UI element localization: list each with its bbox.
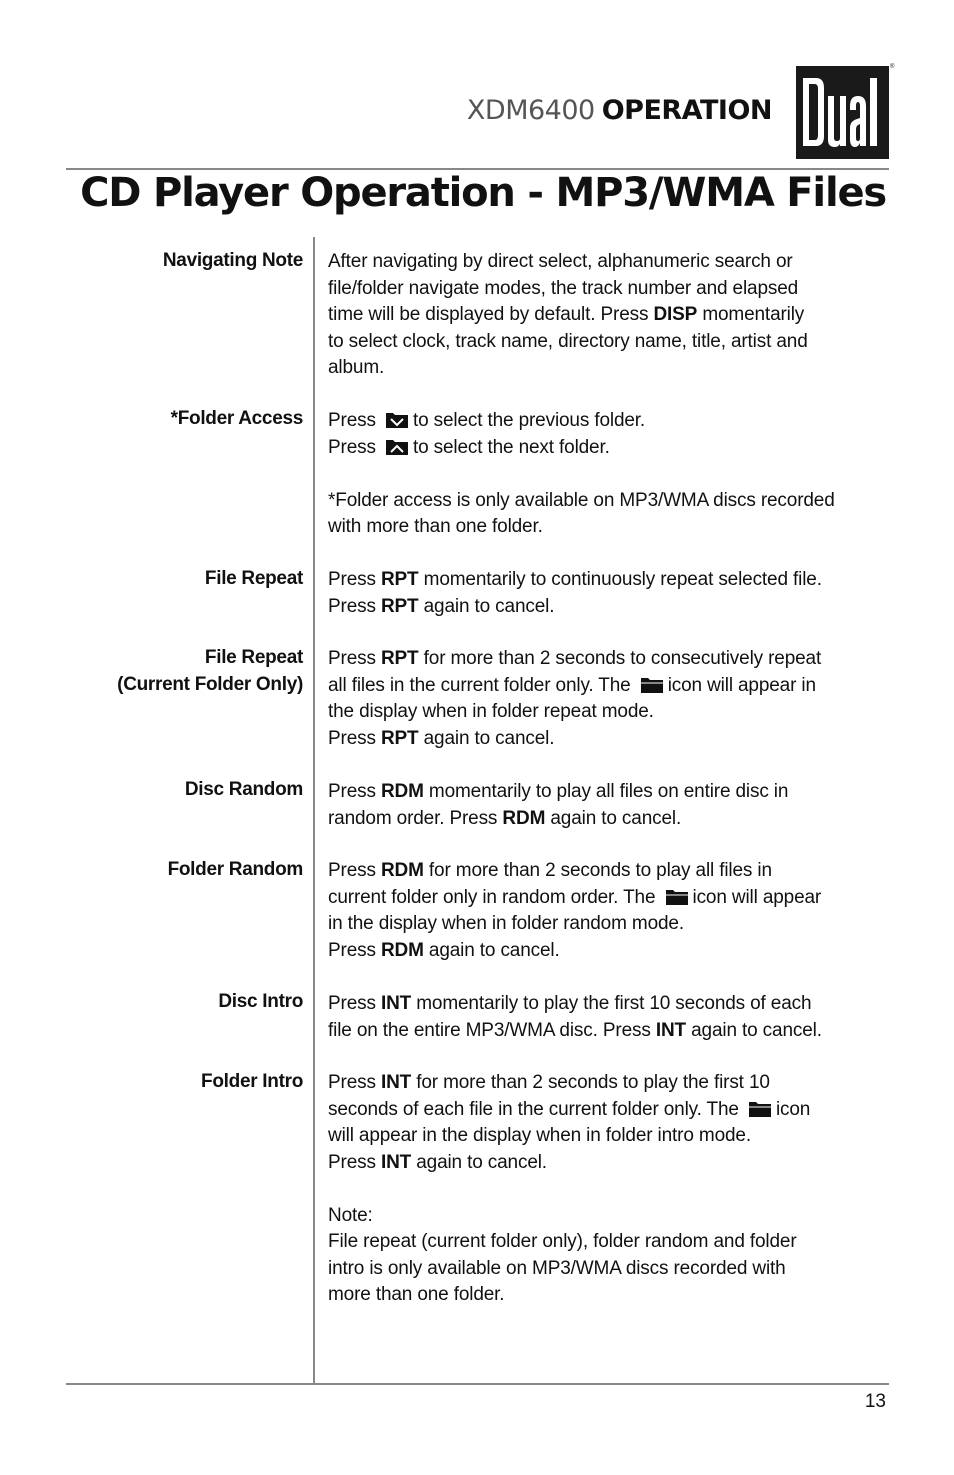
label-folder-intro: Folder Intro	[201, 1071, 303, 1092]
rpt-key: RPT	[380, 727, 419, 749]
body-file-repeat-folder: Press RPT for more than 2 seconds to consecutively repeat all files in the current folder only. The icon will appear in the display when in folder repeat mode. Press RPT again to cancel.	[328, 648, 822, 749]
note-title: Note:	[328, 1204, 373, 1226]
label-file-repeat-folder: File Repeat (Current Folder Only)	[117, 647, 303, 695]
model-name: XDM6400	[466, 95, 595, 126]
folder-up-icon	[385, 438, 409, 465]
footer-divider	[66, 1383, 889, 1385]
int-key: INT	[380, 1072, 412, 1093]
label-disc-intro: Disc Intro	[218, 991, 303, 1012]
page-number: 13	[864, 1391, 886, 1412]
rdm-key: RDM	[380, 860, 424, 881]
body-disc-random: Press RDM momentarily to play all files on entire disc in random order. Press RDM again to cancel.	[328, 781, 789, 829]
body-folder-intro: Press INT for more than 2 seconds to play the first 10 seconds of each file in the current folder only. The icon will appear in the display when in folder intro mode. Press INT again to cancel. Note: File repeat (current folder only), folder random and folder intro is only available on MP3/WMA discs recorded with more than one folder.	[328, 1070, 888, 1309]
rdm-key: RDM	[502, 807, 546, 829]
brand-logo	[796, 66, 889, 159]
label-navigating-note: Navigating Note	[162, 250, 303, 271]
int-key: INT	[380, 993, 412, 1014]
label-folder-access: *Folder Access	[170, 408, 303, 429]
rdm-key: RDM	[380, 939, 424, 961]
rdm-key: RDM	[380, 781, 424, 802]
body-folder-access: Press to select the previous folder. Press to select the next folder. *Folder access is only available on MP3/WMA discs recorded with more than one folder.	[328, 410, 835, 537]
disp-key: DISP	[653, 304, 698, 325]
folder-icon	[748, 1100, 772, 1127]
label-disc-random: Disc Random	[184, 779, 303, 800]
header-model	[467, 95, 772, 126]
registered-mark-icon: ®	[890, 64, 895, 70]
int-key: INT	[380, 1151, 412, 1173]
body-disc-intro: Press INT momentarily to play the first 10 seconds of each file on the entire MP3/WMA disc. Press INT again to cancel.	[328, 993, 822, 1041]
column-divider	[313, 237, 315, 1383]
page-title: CD Player Operation - MP3/WMA Files	[80, 170, 886, 216]
rpt-key: RPT	[380, 648, 419, 669]
operation-label: OPERATION	[601, 95, 772, 126]
dual-logo-icon	[796, 66, 889, 159]
int-key: INT	[655, 1019, 686, 1041]
body-navigating-note: After navigating by direct select, alphanumeric search or file/folder navigate modes, the track number and elapsed time will be displayed by default. Press DISP momentarily to select clock, track name, directory name, title, artist and album.	[328, 251, 808, 378]
label-folder-random: Folder Random	[167, 859, 303, 880]
label-file-repeat: File Repeat	[204, 568, 303, 589]
rpt-key: RPT	[380, 595, 419, 617]
folder-down-icon	[385, 411, 409, 438]
body-file-repeat: Press RPT momentarily to continuously repeat selected file. Press RPT again to cancel.	[328, 569, 822, 617]
rpt-key: RPT	[380, 569, 419, 590]
body-folder-random: Press RDM for more than 2 seconds to play all files in current folder only in random order. The icon will appear in the display when in folder random mode. Press RDM again to cancel.	[328, 860, 822, 961]
